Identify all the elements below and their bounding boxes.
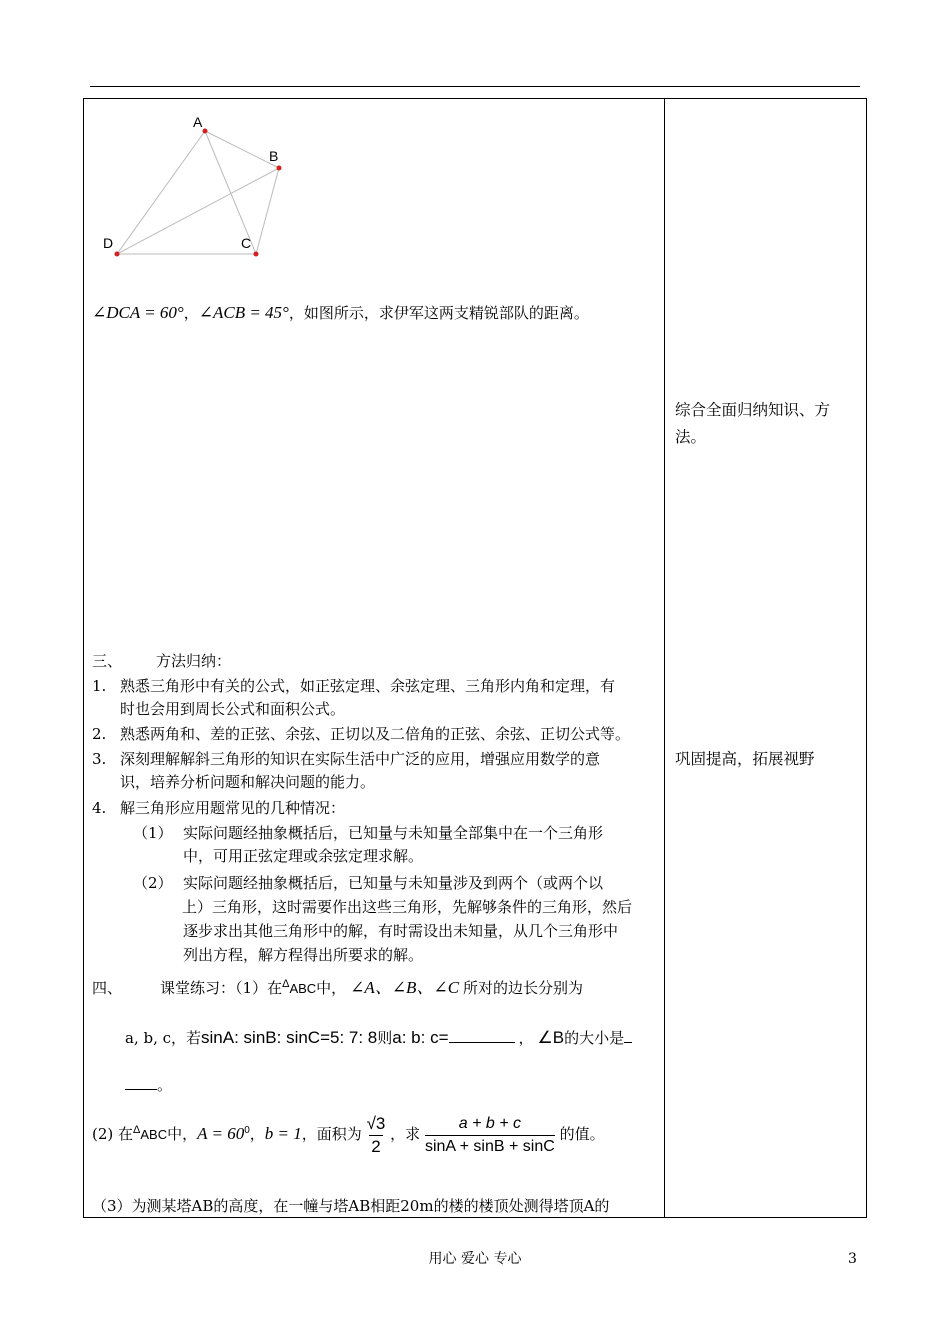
segment-ad: [117, 131, 205, 254]
page-number: 3: [848, 1251, 857, 1267]
footer-center: 用心 爱心 专心: [428, 1251, 522, 1267]
method-item-1: 1.: [92, 677, 107, 695]
method-item-4-text: 解三角形应用题常见的几种情况：: [120, 799, 346, 817]
method-item-1-text: 熟悉三角形中有关的公式，如正弦定理、余弦定理、三角形内角和定理，有 时也会用到周长公式和面积公式。: [120, 677, 616, 718]
sub-item-1-text: 实际问题经抽象概括后，已知量与未知量全部集中在一个三角形 中，可用正弦定理或余弦定理求解。: [183, 824, 604, 865]
sub-item-2-text: 实际问题经抽象概括后，已知量与未知量涉及到两个（或两个以 上）三角形，这时需要作出这些三角形，先解够条件的三角形，然后 逐步求出其他三角形中的解，有时需设出未知量，从几个三角形中 列出方程，解方程得出所要求的解。: [182, 874, 633, 964]
segment-db: [117, 168, 279, 254]
method-item-3: 3.: [92, 750, 107, 768]
method-item-3-text: 深刻理解解斜三角形的知识在实际生活中广泛的应用，增强应用数学的意 识，培养分析问题和解决问题的能力。: [120, 750, 601, 791]
method-item-2-text: 熟悉两角和、差的正弦、余弦、正切以及二倍角的正弦、余弦、正切公式等。: [120, 725, 631, 743]
point-b: [277, 166, 282, 171]
section4-q3: （3）为测某塔AB的高度，在一幢与塔AB相距20m的楼的楼顶处测得塔顶A的: [92, 1197, 610, 1215]
answer-blank-angle-a[interactable]: [624, 1028, 632, 1043]
sub-item-1-num: （1）: [133, 824, 173, 842]
section4-q1-line2: a, b, c，若sinA: sinB: sinC=5: 7: 8则a: b: c= ， ∠B的大小是: [125, 1028, 632, 1048]
segment-ab: [205, 131, 279, 168]
answer-blank-ratio[interactable]: [449, 1028, 515, 1043]
point-c: [254, 252, 259, 257]
label-b: B: [269, 148, 279, 164]
label-a: A: [193, 114, 203, 130]
problem-statement: ∠DCA = 60°，∠ACB = 45°，如图所示，求伊军这两支精锐部队的距离。: [92, 303, 589, 322]
point-d: [115, 252, 120, 257]
quadrilateral-figure: [95, 108, 305, 268]
angle-acb: ∠ACB = 45°: [198, 303, 289, 322]
section4-q1-line1: 四、 课堂练习：（1）在$^\Delta$ABC中， ∠A、∠B、∠C 所对的边长分别为: [92, 978, 584, 997]
label-c: C: [241, 235, 252, 251]
sub-item-2-num: （2）: [133, 874, 173, 892]
ratio-fraction: $\frac{a + b + c}{\sin A + \sin B + \sin C}$: [424, 1114, 555, 1155]
section4-q2: (2) 在$^\Delta$ABC中，$A = 60^0$，b = 1，面积为 $\frac{√3}{2}$ ，求 $\frac{a + b + c}{\sin A + \sin B + \sin C}$ 的值。: [92, 1113, 605, 1156]
header-rule: [90, 86, 860, 87]
angle-dca: ∠DCA = 60°: [92, 303, 184, 322]
point-a: [203, 129, 208, 134]
method-item-2: 2.: [92, 725, 107, 743]
side-note-practice: 巩固提高，拓展视野: [675, 750, 815, 768]
method-item-4: 4.: [92, 799, 107, 817]
table-divider: [664, 98, 665, 1218]
area-fraction: $\frac{√3}{2}$: [366, 1113, 386, 1156]
segment-cb: [256, 168, 279, 254]
label-d: D: [103, 235, 114, 251]
problem-text: ，如图所示，求伊军这两支精锐部队的距离。: [288, 304, 589, 322]
answer-blank-angle-b[interactable]: [125, 1075, 157, 1090]
side-note-summary: 综合全面归纳知识、方法。: [675, 401, 831, 446]
section4-q1-line3: 。: [125, 1075, 172, 1095]
section3-heading: 三、 方法归纳：: [92, 652, 232, 670]
